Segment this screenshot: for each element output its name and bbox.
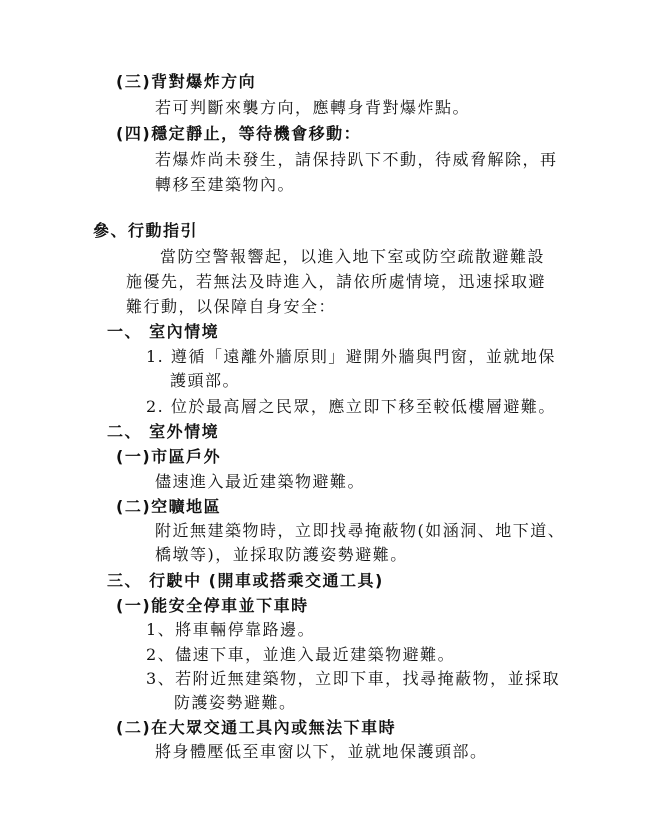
intro-line-2: 施優先，若無法及時進入，請依所處情境，迅速採取避 [126, 272, 547, 291]
intro-line-3: 難行動，以保障自身安全： [126, 297, 337, 316]
section-4-heading: (四)穩定靜止，等待機會移動： [116, 124, 362, 143]
indoor-item-1-line-1: 1. 遵循「遠離外牆原則」避開外牆與門窗，並就地保 [146, 347, 556, 366]
indoor-heading: 一、 室內情境 [107, 322, 220, 341]
outdoor-heading: 二、 室外情境 [107, 422, 220, 441]
open-area-body-line-1: 附近無建築物時，立即找尋掩蔽物(如涵洞、地下道、 [155, 521, 566, 540]
safe-stop-item-3-line-1: 3、若附近無建築物，立即下車，找尋掩蔽物，並採取 [146, 669, 561, 688]
driving-heading: 三、 行駛中 (開車或搭乘交通工具) [107, 571, 384, 590]
safe-stop-item-1: 1、將車輛停靠路邊。 [146, 620, 316, 639]
city-outdoor-heading: (一)市區戶外 [116, 447, 222, 466]
section-3-body: 若可判斷來襲方向，應轉身背對爆炸點。 [155, 98, 471, 117]
intro-line-1: 當防空警報響起，以進入地下室或防空疏散避難設 [160, 247, 546, 266]
city-outdoor-body: 儘速進入最近建築物避難。 [155, 472, 366, 491]
indoor-item-2: 2. 位於最高層之民眾，應立即下移至較低樓層避難。 [146, 397, 556, 416]
section-4-body-line-1: 若爆炸尚未發生，請保持趴下不動，待威脅解除，再 [155, 150, 558, 169]
safe-stop-item-2: 2、儘速下車，並進入最近建築物避難。 [146, 645, 456, 664]
safe-stop-heading: (一)能安全停車並下車時 [116, 596, 309, 615]
transit-body: 將身體壓低至車窗以下，並就地保護頭部。 [155, 742, 488, 761]
transit-heading: (二)在大眾交通工具內或無法下車時 [116, 718, 397, 737]
open-area-heading: (二)空曠地區 [116, 497, 222, 516]
safe-stop-item-3-line-2: 防護姿勢避難。 [174, 693, 297, 712]
section-3-heading: (三)背對爆炸方向 [116, 72, 257, 91]
section-4-body-line-2: 轉移至建築物內。 [155, 175, 296, 194]
indoor-item-1-line-2: 護頭部。 [170, 371, 241, 390]
open-area-body-line-2: 橋墩等)，並採取防護姿勢避難。 [155, 545, 408, 564]
part-3-heading: 參、行動指引 [93, 221, 199, 240]
